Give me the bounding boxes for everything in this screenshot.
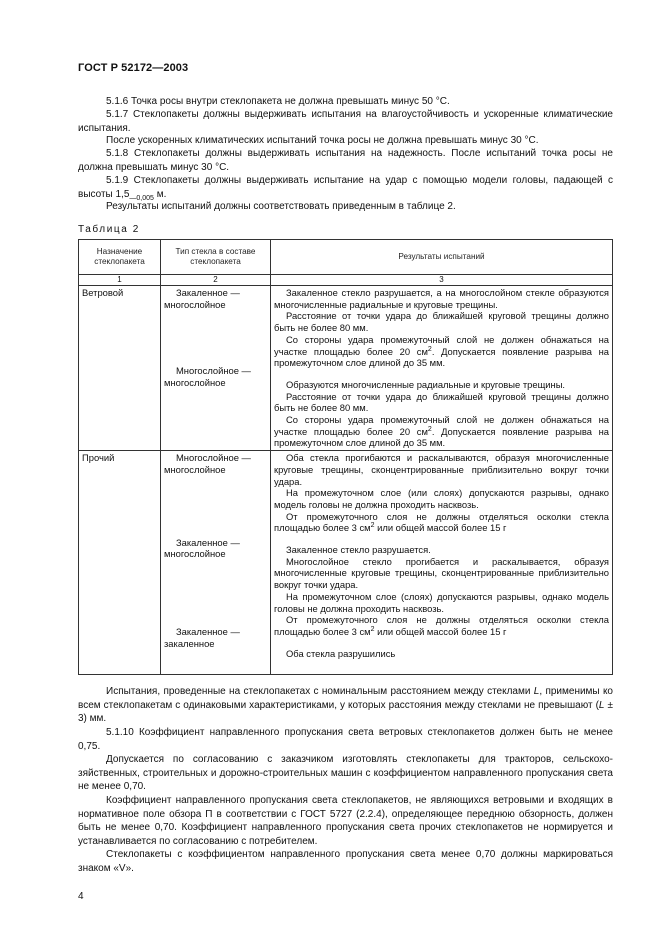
document-header: ГОСТ Р 52172—2003	[78, 62, 189, 74]
glass-type-b: Многослойное — многослойное	[164, 365, 251, 389]
column-number: 2	[161, 275, 271, 286]
paragraph-distance: Испытания, проведенные на стеклопакетах с номинальным расстоянием между стеклами L, применимы ко всем стеклопакетам с одинаковыми характеристиками, у которых расстояния между стеклами не превышают (L ± 3) мм.	[78, 686, 613, 724]
table-caption: Таблица 2	[78, 224, 140, 235]
table-header-row	[79, 240, 613, 275]
column-number: 3	[271, 275, 613, 286]
result-text: Многослойное стекло прогибается и раскалывается, образуя многочисленные круговые трещины, сконцентрированные приблизительно вокруг точки удара.	[274, 555, 609, 591]
glass-type-b: Закаленное — многослойное	[164, 536, 240, 560]
paragraph-marking: Стеклопакеты с коэффициентом направленного пропускания света менее 0,70 должны маркироваться знаком «V».	[78, 849, 613, 874]
glass-type-cell	[161, 286, 271, 451]
result-text: Образуются многочисленные радиальные и круговые трещины.	[286, 378, 566, 390]
paragraph-dew-point: После ускоренных климатических испытаний точка росы не должна превышать минус 30 °C.	[106, 135, 539, 146]
results-cell	[271, 286, 613, 451]
test-results-table	[78, 239, 613, 675]
result-text: На промежуточном слое (слоях) допускаются разрывы, однако модель головы не должна проходить насквозь.	[274, 590, 609, 614]
purpose-cell: Ветровой	[79, 286, 161, 451]
result-text: Расстояние от точки удара до ближайшей круговой трещины должно быть не более 80 мм.	[274, 310, 609, 334]
result-text: Расстояние от точки удара до ближайшей круговой трещины должно быть не более 80 мм.	[274, 390, 609, 414]
result-text: Со стороны удара промежуточный слой не должен обнажаться на участке площадью более 20 $см^2$. Допускается появление разрыва на промежуточном слое длиной до 35 мм.	[274, 414, 609, 449]
height-tolerance: —0,005	[129, 194, 154, 202]
result-text: Со стороны удара промежуточный слой не должен обнажаться на участке площадью более 20 $см^2$. Допускается появление разрыва на промежуточном слое длиной до 35 мм.	[274, 333, 609, 369]
paragraph-tractors: Допускается по согласованию с заказчиком изготовлять стеклопакеты для тракторов, сельскохозяйственных, строительных и дорожно-строительных машин с коэффициентом направленного пропускания света не менее 0,70.	[78, 754, 613, 792]
glass-type-a: Закаленное — многослойное	[164, 287, 240, 310]
purpose-cell: Прочий	[79, 451, 161, 675]
results-cell	[271, 451, 613, 675]
paragraph-5-1-9: 5.1.9 Стеклопакеты должны выдерживать испытание на удар с помощью модели головы, падающей с высоты $1,5_{—0,005}$ м.	[78, 175, 613, 202]
paragraph-results: Результаты испытаний должны соответствовать приведенным в таблице 2.	[106, 201, 456, 212]
result-text: Оба стекла прогибаются и раскалываются, образуя многочисленные круговые трещины, сконцентрированные приблизительно вокруг точки удара.	[274, 452, 609, 487]
result-text: От промежуточного слоя не должны отделяться осколки стекла площадью более 3 $см^2$ или общей массой более 15 г	[274, 510, 609, 534]
result-text: Оба стекла разрушились	[286, 647, 396, 659]
header-results: Результаты испытаний	[271, 240, 613, 275]
result-text: От промежуточного слоя не должны отделяться осколки стекла площадью более 3 $см^2$ или общей массой более 15 г	[274, 614, 609, 637]
paragraph-5-1-8: 5.1.8 Стеклопакеты должны выдерживать испытания на надежность. После испытаний точка росы не должна превышать минус 30 °C.	[78, 148, 613, 173]
table-row	[79, 286, 613, 451]
column-number: 1	[79, 275, 161, 286]
header-purpose: Назначение стеклопакета	[79, 240, 161, 275]
result-text: Закаленное стекло разрушается.	[286, 544, 431, 556]
table-row	[79, 451, 613, 675]
header-glass-type: Тип стекла в составе стеклопакета	[161, 240, 271, 275]
result-text: Закаленное стекло разрушается, а на многослойном стекле образуются многочисленные радиальные и круговые трещины.	[274, 287, 609, 310]
result-text: На промежуточном слое (или слоях) допускаются разрывы, однако модель головы не должна проходить насквозь.	[274, 487, 609, 510]
paragraph-5-1-10: 5.1.10 Коэффициент направленного пропускания света ветровых стеклопакетов должен быть не менее 0,75.	[78, 727, 613, 752]
glass-type-c: Закаленное — закаленное	[164, 625, 240, 649]
paragraph-coefficient: Коэффициент направленного пропускания света стеклопакетов, не являющихся ветровыми и входящих в нормативное поле обзора П в соответствии с ГОСТ 5727 (2.2.4), определяющее переднюю обзорность, должен быть не менее 0,70. Коэффициент направленного пропускания света прочих стеклопакетов не нормируется и устанавливается по согласованию с потребителем.	[78, 795, 613, 847]
paragraph-5-1-6: 5.1.6 Точка росы внутри стеклопакета не должна превышать минус 50 °C.	[106, 96, 450, 107]
table-column-numbers	[79, 275, 613, 286]
paragraph-5-1-7: 5.1.7 Стеклопакеты должны выдерживать испытания на влагоустойчивость и ускоренные климатические испытания.	[78, 109, 613, 134]
page-number: 4	[78, 891, 84, 902]
glass-type-a: Многослойное — многослойное	[164, 452, 251, 475]
glass-type-cell	[161, 451, 271, 675]
